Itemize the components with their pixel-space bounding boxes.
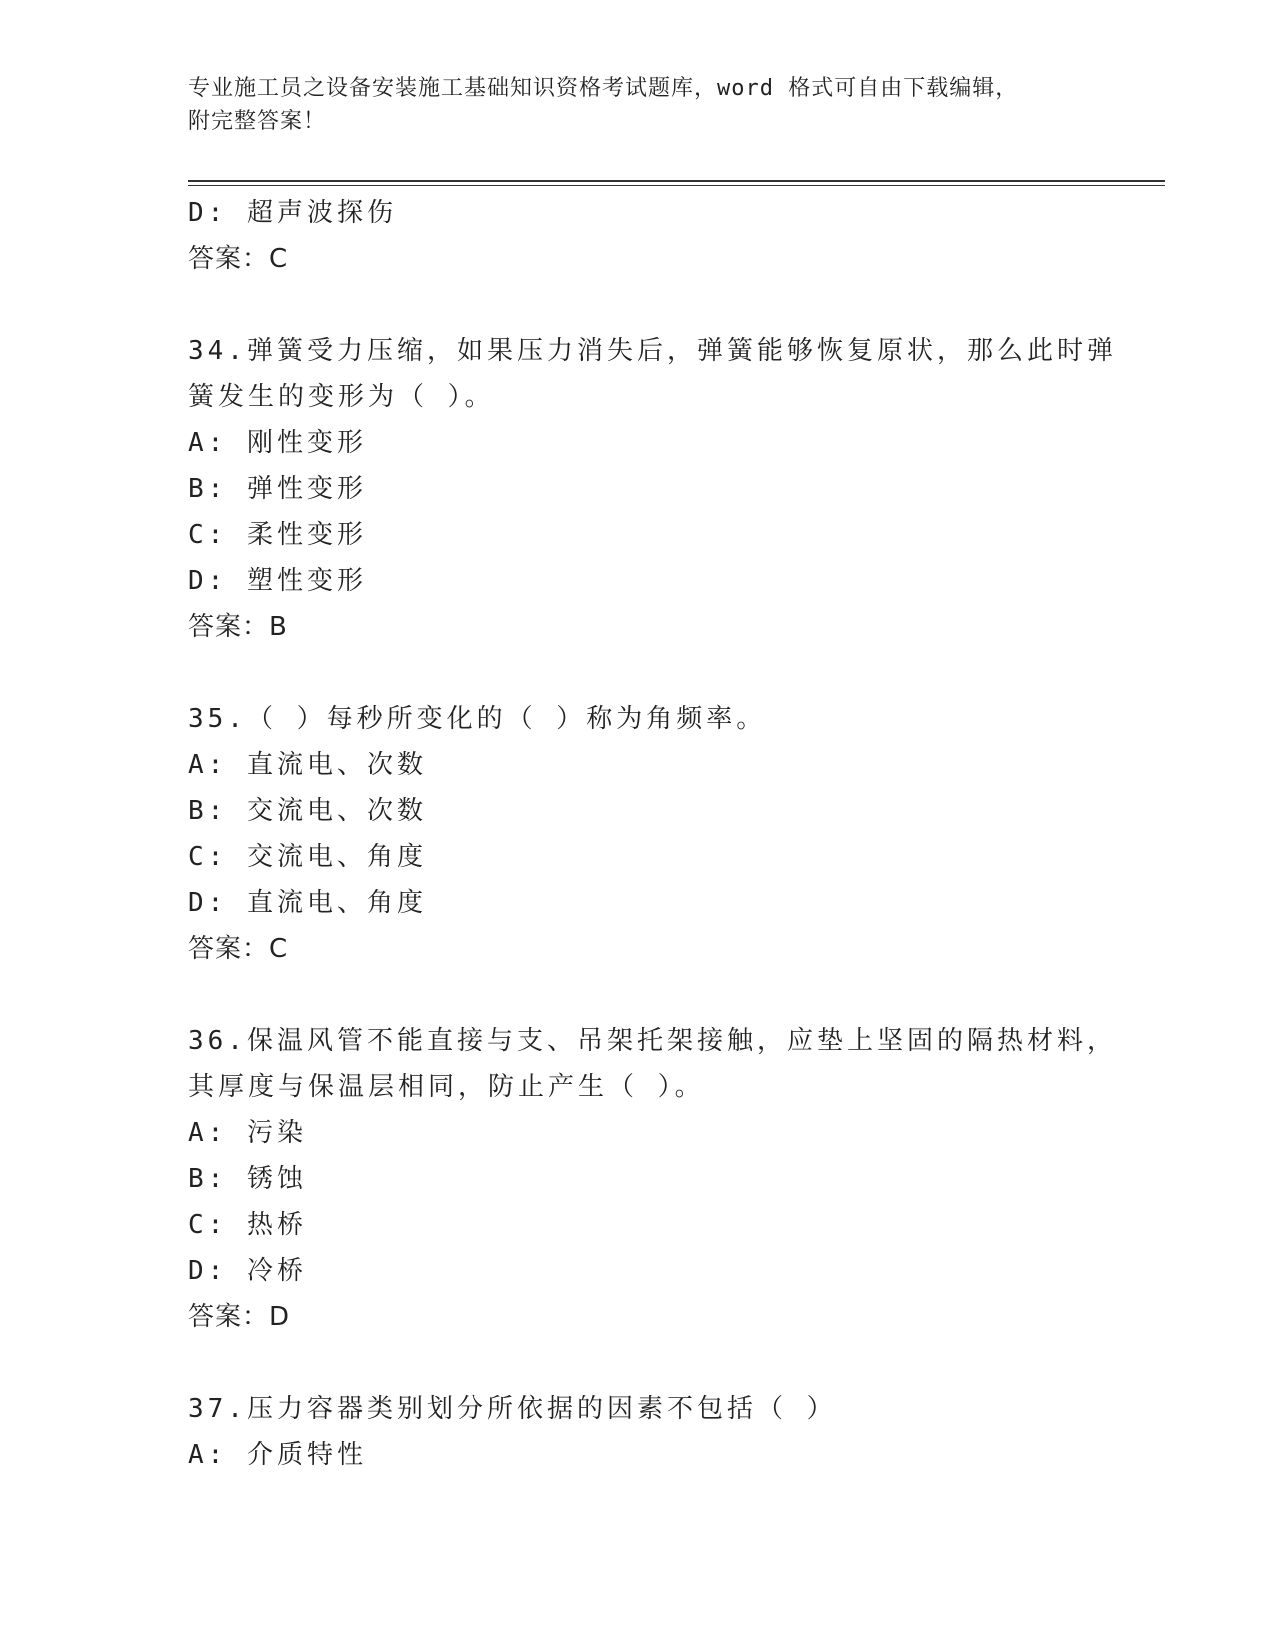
- spacer: [188, 972, 1088, 1018]
- header-divider-thin: [188, 185, 1165, 186]
- option-c: C: 柔性变形: [188, 520, 367, 550]
- answer-line: 答案：D: [188, 1302, 291, 1332]
- option-d: D: 直流电、角度: [188, 888, 427, 918]
- question-text: 36.保温风管不能直接与支、吊架托架接触，应垫上坚固的隔热材料，: [188, 1026, 1117, 1056]
- option-a: A: 污染: [188, 1118, 307, 1148]
- option-d: D: 超声波探伤: [188, 198, 397, 228]
- document-header: [188, 72, 1068, 138]
- question-list: [188, 190, 1117, 1478]
- answer-line: 答案：C: [188, 934, 289, 964]
- option-b: B: 弹性变形: [188, 474, 367, 504]
- answer-line: 答案：B: [188, 612, 288, 642]
- option-d: D: 冷桥: [188, 1256, 307, 1286]
- question-35: [188, 696, 1088, 972]
- option-d: D: 塑性变形: [188, 566, 367, 596]
- question-text: 37.压力容器类别划分所依据的因素不包括（ ）: [188, 1394, 837, 1424]
- header-line-2: 附完整答案！: [188, 109, 327, 134]
- option-c: C: 热桥: [188, 1210, 307, 1240]
- question-text: 其厚度与保温层相同，防止产生（ ）。: [188, 1072, 705, 1102]
- option-a: A: 刚性变形: [188, 428, 367, 458]
- option-b: B: 锈蚀: [188, 1164, 307, 1194]
- option-c: C: 交流电、角度: [188, 842, 427, 872]
- option-b: B: 交流电、次数: [188, 796, 427, 826]
- option-a: A: 介质特性: [188, 1440, 367, 1470]
- question-text: 34.弹簧受力压缩，如果压力消失后，弹簧能够恢复原状，那么此时弹: [188, 336, 1117, 366]
- question-33-tail: [188, 190, 1088, 282]
- question-36: [188, 1018, 1117, 1340]
- answer-line: 答案：C: [188, 244, 289, 274]
- question-text: 35.（ ）每秒所变化的（ ）称为角频率。: [188, 704, 767, 734]
- header-divider-thick: [188, 180, 1165, 182]
- question-37: [188, 1386, 1088, 1478]
- question-34: [188, 328, 1117, 650]
- header-line-1: 专业施工员之设备安装施工基础知识资格考试题库，word 格式可自由下载编辑，: [188, 76, 1019, 101]
- spacer: [188, 282, 1088, 328]
- spacer: [188, 650, 1088, 696]
- option-a: A: 直流电、次数: [188, 750, 427, 780]
- spacer: [188, 1340, 1088, 1386]
- question-text: 簧发生的变形为（ ）。: [188, 382, 495, 412]
